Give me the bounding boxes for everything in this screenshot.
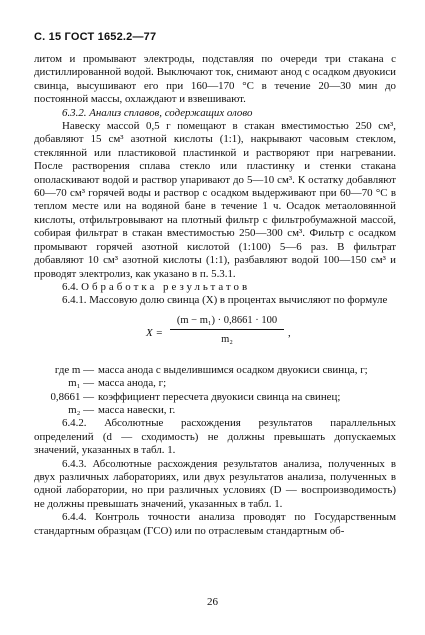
formula-numerator: (m − m₁) · 0,8661 · 100 xyxy=(170,314,284,330)
formula-lhs: X = xyxy=(146,326,163,339)
where-item xyxy=(34,377,396,390)
where-definition: коэффициент пересчета двуокиси свинца на свинец; xyxy=(98,390,341,403)
where-item xyxy=(34,391,396,404)
section-6-4-3: 6.4.3. Абсолютные расхождения результатов анализа, полученных в двух различных лабораториях, или двух результатов анализа, полученных в одной лаборатории, но при различных условиях (D — воспроизводимость) не должны превышать значений, указанных в табл. 1. xyxy=(34,457,396,510)
where-symbol: m₂ — xyxy=(68,403,94,416)
section-6-4-heading: Обработка результатов xyxy=(81,280,251,293)
where-definition: масса анода, г; xyxy=(98,377,167,390)
where-item xyxy=(34,364,396,377)
formula-denominator: m₂ xyxy=(221,334,233,346)
where-definition: масса навески, г. xyxy=(98,403,176,416)
where-list xyxy=(34,364,396,418)
paragraph-intro: литом и промывают электроды, подставляя по очереди три стакана с дистиллированной водой. Выключают ток, снимают анод с осадком двуокиси свинца, высушивают его при 160—170 °С в течение 20—30 мин до постоянной массы, охлаждают и взвешивают. xyxy=(34,53,396,106)
formula-fraction xyxy=(170,314,284,347)
section-6-4-title xyxy=(34,281,396,294)
document-body xyxy=(34,53,396,538)
formula-comma: , xyxy=(288,326,291,339)
where-symbol: где m — xyxy=(54,363,94,376)
section-6-3-2-title: 6.3.2. Анализ сплавов, содержащих олово xyxy=(62,106,253,119)
section-6-4-1: 6.4.1. Массовую долю свинца (X) в процентах вычисляют по формуле xyxy=(62,294,388,307)
section-6-4-4: 6.4.4. Контроль точности анализа проводят по Государственным стандартным образцам (ГСО) или по отраслевым стандартным об- xyxy=(34,511,396,537)
where-symbol: 0,8661 — xyxy=(50,390,94,403)
section-6-3-2-body: Навеску массой 0,5 г помещают в стакан вместимостью 250 см³, добавляют 15 см³ азотной кислоты (1:1), накрывают часовым стеклом, стеклянной или пластиковой пластинкой и растворяют при нагревании. После растворения сплава стекло или пластинку и стенки стакана ополаскивают водой и раствор упаривают до 5—10 см³. К остатку добавляют 60—70 см³ горячей воды и раствор с осадком выдерживают при 60—70 °С в теплом месте или на водяной бане в течение 1 ч. Осадок метаоловянной кислоты, отфильтровывают на плотный фильтр с фильтробумажной массой, собирая фильтрат в стакан вместимостью 250—300 см³. Фильтр с осадком промывают горячей азотной кислотой (1:100) 5—6 раз. В фильтрат добавляют 10 см³ азотной кислоты (1:1), разбавляют водой 100—150 см³ и проводят электролиз, как указано в п. 5.3.1. xyxy=(34,120,396,280)
where-definition: масса анода с выделившимся осадком двуокиси свинца, г; xyxy=(98,363,368,376)
page-header: С. 15 ГОСТ 1652.2—77 xyxy=(34,31,157,43)
page-number: 26 xyxy=(207,596,218,608)
where-symbol: m₁ — xyxy=(68,377,94,390)
section-6-4-2: 6.4.2. Абсолютные расхождения результатов параллельных определений (d — сходимость) не должны превышать допускаемых значений, указанных в табл. 1. xyxy=(34,417,396,457)
section-6-4-number: 6.4. xyxy=(62,280,79,293)
where-item xyxy=(34,404,396,417)
formula xyxy=(34,312,396,358)
